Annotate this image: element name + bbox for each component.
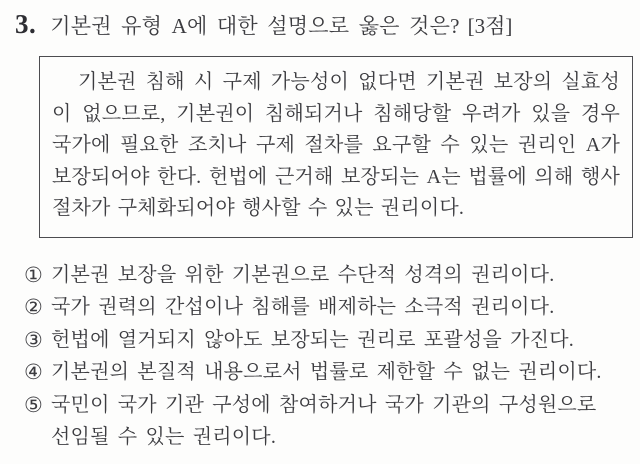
answer-option-1 xyxy=(24,259,624,292)
question-title: 기본권 유형 A에 대한 설명으로 옳은 것은? xyxy=(50,14,460,38)
option-5-text: 국민이 국가 기관 구성에 참여하거나 국가 기관의 구성원으로 선임될 수 있는 권리이다. xyxy=(51,393,597,448)
answer-option-2 xyxy=(24,291,624,324)
option-1-text: 기본권 보장을 위한 기본권으로 수단적 성격의 권리이다. xyxy=(51,263,555,286)
passage-text: 기본권 침해 시 구제 가능성이 없다면 기본권 보장의 실효성이 없으므로, 기본권이 침해되거나 침해당할 우려가 있을 경우 국가에 필요한 조치나 구제 절차를 요구할 수 있는 권리인 A가 보장되어야 한다. 헌법에 근거해 보장되는 A는 법률에 의해 행사 절차가 구체화되어야 행사할 수 있는 권리이다. xyxy=(52,71,620,219)
answer-option-5 xyxy=(24,389,624,454)
option-2-marker: ② xyxy=(24,295,44,319)
option-4-text: 기본권의 본질적 내용으로서 법률로 제한할 수 없는 권리이다. xyxy=(51,361,602,383)
option-2-text: 국가 권력의 간섭이나 침해를 배제하는 소극적 권리이다. xyxy=(51,296,555,318)
question-number: 3. xyxy=(15,9,37,39)
option-3-marker: ③ xyxy=(24,327,44,352)
question-points-badge: [3점] xyxy=(467,14,513,38)
passage-box xyxy=(39,56,633,238)
question-header xyxy=(0,0,640,40)
answer-option-4 xyxy=(24,356,624,389)
option-5-marker: ⑤ xyxy=(24,392,44,417)
option-1-marker: ① xyxy=(24,262,44,287)
answer-options-list xyxy=(24,259,624,454)
option-3-text: 헌법에 열거되지 않아도 보장되는 권리로 포괄성을 가진다. xyxy=(51,328,574,351)
answer-option-3 xyxy=(24,324,624,357)
option-4-marker: ④ xyxy=(24,360,44,384)
